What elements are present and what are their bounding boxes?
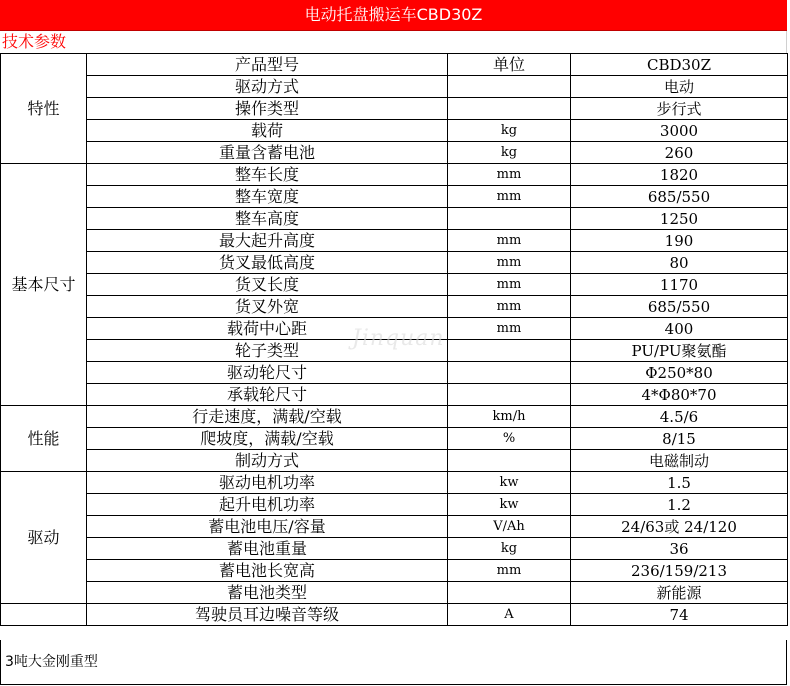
param-unit: % [448, 428, 571, 450]
param-value: 新能源 [571, 582, 788, 604]
page-title: 电动托盘搬运车CBD30Z [0, 0, 787, 31]
param-value: 3000 [571, 120, 788, 142]
table-row [1, 186, 788, 208]
table-row [1, 142, 788, 164]
param-unit [448, 76, 571, 98]
param-unit [448, 362, 571, 384]
table-row [1, 120, 788, 142]
table-row [1, 98, 788, 120]
param-name: 货叉最低高度 [87, 252, 448, 274]
param-name: 承载轮尺寸 [87, 384, 448, 406]
table-row [1, 428, 788, 450]
param-value: 400 [571, 318, 788, 340]
param-unit: kg [448, 538, 571, 560]
param-value: 1.5 [571, 472, 788, 494]
param-value: 1.2 [571, 494, 788, 516]
param-value: Φ250*80 [571, 362, 788, 384]
table-row [1, 296, 788, 318]
param-unit: mm [448, 560, 571, 582]
param-name: 驱动电机功率 [87, 472, 448, 494]
table-row [1, 582, 788, 604]
table-row [1, 164, 788, 186]
param-unit [448, 98, 571, 120]
category-cell: 特性 [1, 54, 87, 164]
param-unit: kg [448, 142, 571, 164]
param-unit: mm [448, 230, 571, 252]
param-value: 1820 [571, 164, 788, 186]
param-name: 货叉外宽 [87, 296, 448, 318]
param-unit [448, 208, 571, 230]
param-unit: kw [448, 494, 571, 516]
param-name: 最大起升高度 [87, 230, 448, 252]
header-name: 产品型号 [87, 54, 448, 76]
param-name: 整车宽度 [87, 186, 448, 208]
table-row [1, 472, 788, 494]
table-row [1, 604, 788, 626]
header-value: CBD30Z [571, 54, 788, 76]
table-row [1, 538, 788, 560]
param-unit: V/Ah [448, 516, 571, 538]
param-unit: A [448, 604, 571, 626]
param-unit: mm [448, 164, 571, 186]
param-unit [448, 450, 571, 472]
param-value: 电动 [571, 76, 788, 98]
param-name: 货叉长度 [87, 274, 448, 296]
header-unit: 单位 [448, 54, 571, 76]
param-name: 操作类型 [87, 98, 448, 120]
section-label: 技术参数 [0, 31, 787, 53]
table-header-row [1, 54, 788, 76]
param-value: 24/63或 24/120 [571, 516, 788, 538]
param-value: 1170 [571, 274, 788, 296]
param-value: 8/15 [571, 428, 788, 450]
category-cell [1, 604, 87, 626]
param-unit: mm [448, 186, 571, 208]
param-name: 蓄电池电压/容量 [87, 516, 448, 538]
param-value: 685/550 [571, 186, 788, 208]
table-row [1, 208, 788, 230]
param-value: 685/550 [571, 296, 788, 318]
footer-note: 3吨大金刚重型 [0, 640, 787, 685]
param-value: 236/159/213 [571, 560, 788, 582]
param-unit: mm [448, 296, 571, 318]
param-unit [448, 582, 571, 604]
param-value: 1250 [571, 208, 788, 230]
table-row [1, 252, 788, 274]
table-row [1, 384, 788, 406]
table-row [1, 494, 788, 516]
param-name: 驱动方式 [87, 76, 448, 98]
param-name: 蓄电池长宽高 [87, 560, 448, 582]
param-value: 步行式 [571, 98, 788, 120]
param-name: 蓄电池类型 [87, 582, 448, 604]
watermark-logo: Jinquan [352, 326, 445, 351]
param-name: 载荷中心距 [87, 318, 448, 340]
spec-table [0, 53, 788, 626]
param-name: 起升电机功率 [87, 494, 448, 516]
param-value: 260 [571, 142, 788, 164]
param-value: 电磁制动 [571, 450, 788, 472]
table-row [1, 362, 788, 384]
param-name: 轮子类型 [87, 340, 448, 362]
param-value: 80 [571, 252, 788, 274]
param-value: 4*Φ80*70 [571, 384, 788, 406]
param-unit [448, 384, 571, 406]
category-cell: 性能 [1, 406, 87, 472]
param-value: 36 [571, 538, 788, 560]
param-value: 190 [571, 230, 788, 252]
param-unit: mm [448, 252, 571, 274]
table-row [1, 560, 788, 582]
param-unit: mm [448, 318, 571, 340]
param-value: PU/PU聚氨酯 [571, 340, 788, 362]
param-name: 重量含蓄电池 [87, 142, 448, 164]
table-row [1, 450, 788, 472]
param-name: 整车高度 [87, 208, 448, 230]
param-value: 4.5/6 [571, 406, 788, 428]
category-cell: 基本尺寸 [1, 164, 87, 406]
param-name: 行走速度，满载/空载 [87, 406, 448, 428]
table-row [1, 76, 788, 98]
table-row [1, 516, 788, 538]
table-row [1, 318, 788, 340]
category-cell: 驱动 [1, 472, 87, 604]
table-row [1, 406, 788, 428]
param-name: 载荷 [87, 120, 448, 142]
param-unit: kw [448, 472, 571, 494]
param-unit [448, 340, 571, 362]
table-row [1, 340, 788, 362]
param-name: 驾驶员耳边噪音等级 [87, 604, 448, 626]
param-value: 74 [571, 604, 788, 626]
param-unit: kg [448, 120, 571, 142]
table-row [1, 230, 788, 252]
param-name: 驱动轮尺寸 [87, 362, 448, 384]
param-unit: km/h [448, 406, 571, 428]
param-name: 爬坡度，满载/空载 [87, 428, 448, 450]
table-row [1, 274, 788, 296]
param-unit: mm [448, 274, 571, 296]
param-name: 蓄电池重量 [87, 538, 448, 560]
param-name: 整车长度 [87, 164, 448, 186]
param-name: 制动方式 [87, 450, 448, 472]
